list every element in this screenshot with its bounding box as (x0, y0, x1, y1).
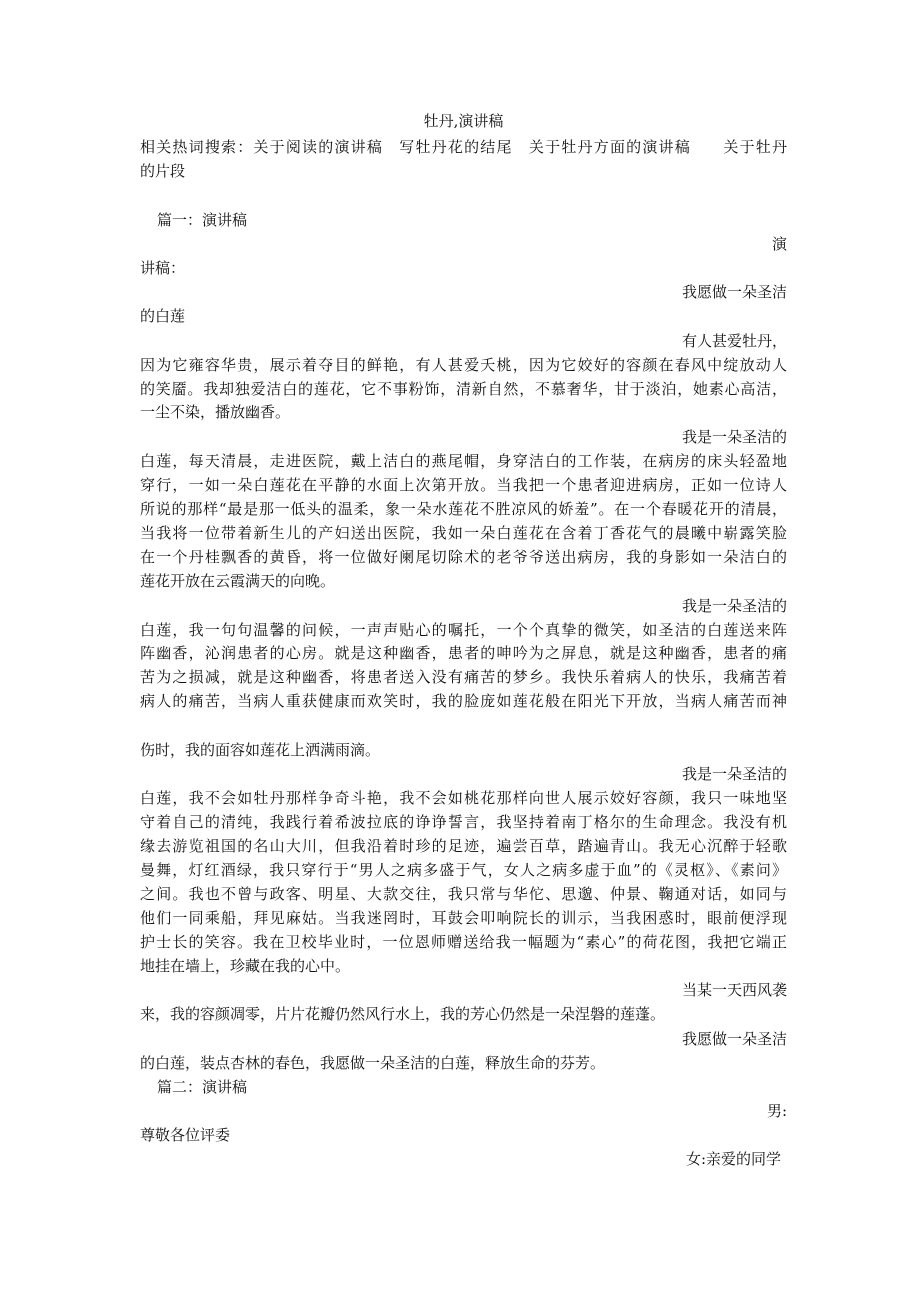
text-line: 尊敬各位评委 (140, 1126, 231, 1144)
text-line: 他们一同乘船，拜见麻姑。当我迷罔时，耳鼓会叩响院长的训示，当我困惑时，眼前便浮现 (140, 909, 787, 927)
text-line: 苦为之损减，就是这种幽香，将患者送入没有痛苦的梦乡。我快乐着病人的快乐，我痛苦着 (140, 668, 787, 686)
text-line: 伤时，我的面容如莲花上洒满雨滴。 (140, 741, 381, 759)
text-line: 因为它雍容华贵，展示着夺目的鲜艳，有人甚爱夭桃，因为它姣好的容颜在春风中绽放动人 (140, 356, 787, 374)
text-line: 所说的那样“最是那一低头的温柔，象一朵水莲花不胜凉风的娇羞”。在一个春暖花开的清晨， (140, 500, 787, 518)
text-line: 女:亲爱的同学 (685, 1150, 781, 1168)
text-line: 护士长的笑容。我在卫校毕业时，一位恩师赠送给我一幅题为“素心”的荷花图，我把它端正 (140, 933, 787, 951)
text-line: 莲花开放在云霞满天的向晚。 (140, 572, 336, 590)
text-line: 我是一朵圣洁的 (681, 597, 787, 615)
text-line: 白莲，我不会如牡丹那样争奇斗艳，我不会如桃花那样向世人展示姣好容颜，我只一味地坚 (140, 789, 787, 807)
text-line: 地挂在墙上，珍藏在我的心中。 (140, 957, 351, 975)
text-line: 缘去游览祖国的名山大川，但我沿着时珍的足迹，遍尝百草，踏遍青山。我无心沉醉于轻歌 (140, 837, 787, 855)
text-line: 的白莲，装点杏林的春色，我愿做一朵圣洁的白莲，释放生命的芬芳。 (140, 1054, 606, 1072)
text-line: 我愿做一朵圣洁 (681, 1030, 787, 1048)
text-line: 之间。我也不曾与政客、明星、大款交往，我只常与华佗、思邈、仲景、鞠通对话，如同与 (140, 885, 787, 903)
text-line: 在一个丹桂飘香的黄昏，将一位做好阑尾切除术的老爷爷送出病房，我的身影如一朵洁白的 (140, 548, 787, 566)
text-line: 病人的痛苦，当病人重获健康而欢笑时，我的脸庞如莲花般在阳光下开放，当病人痛苦而神 (140, 692, 787, 710)
text-line: 我是一朵圣洁的 (681, 428, 787, 446)
text-line: 守着自己的清纯，我践行着希波拉底的诤诤誓言，我坚持着南丁格尔的生命理念。我没有机 (140, 813, 787, 831)
section-heading: 篇一：演讲稿 (157, 211, 248, 229)
text-line: 曼舞，灯红酒绿，我只穿行于“男人之病多盛于气，女人之病多虚于血”的《灵枢》、《素问》 (140, 861, 787, 879)
text-line: 有人甚爱牡丹， (681, 332, 787, 350)
text-line: 当我将一位带着新生儿的产妇送出医院，我如一朵白莲花在含着丁香花气的晨曦中崭露笑脸 (140, 524, 787, 542)
related-keywords-cont: 的片段 (140, 162, 186, 180)
text-line: 来，我的容颜凋零，片片花瓣仍然风行水上，我的芳心仍然是一朵涅磐的莲蓬。 (140, 1005, 666, 1023)
section-heading: 篇二：演讲稿 (157, 1078, 248, 1096)
text-line: 男: (766, 1102, 787, 1120)
text-line: 的笑靥。我却独爱洁白的莲花，它不事粉饰，清新自然，不慕奢华，甘于淡泊，她素心高洁， (140, 380, 787, 398)
text-line: 当某一天西风袭 (681, 981, 787, 999)
text-line: 白莲，我一句句温馨的问候，一声声贴心的嘱托，一个个真挚的微笑，如圣洁的白莲送来阵 (140, 621, 787, 639)
text-line: 演 (771, 235, 787, 253)
document-title: 牡丹,演讲稿 (423, 112, 504, 130)
text-line: 阵幽香，沁润患者的心房。就是这种幽香，患者的呻吟为之屏息，就是这种幽香，患者的痛 (140, 644, 787, 662)
text-line: 白莲，每天清晨，走进医院，戴上洁白的燕尾帽，身穿洁白的工作装，在病房的床头轻盈地 (140, 452, 787, 470)
text-line: 讲稿： (140, 259, 186, 277)
text-line: 我是一朵圣洁的 (681, 765, 787, 783)
text-line: 的白莲 (140, 307, 186, 325)
text-line: 我愿做一朵圣洁 (681, 283, 787, 301)
related-keywords: 相关热词搜索：关于阅读的演讲稿 写牡丹花的结尾 关于牡丹方面的演讲稿 关于牡丹 (140, 138, 787, 156)
text-line: 穿行，一如一朵白莲花在平静的水面上次第开放。当我把一个患者迎进病房，正如一位诗人 (140, 476, 787, 494)
text-line: 一尘不染，播放幽香。 (140, 403, 291, 421)
